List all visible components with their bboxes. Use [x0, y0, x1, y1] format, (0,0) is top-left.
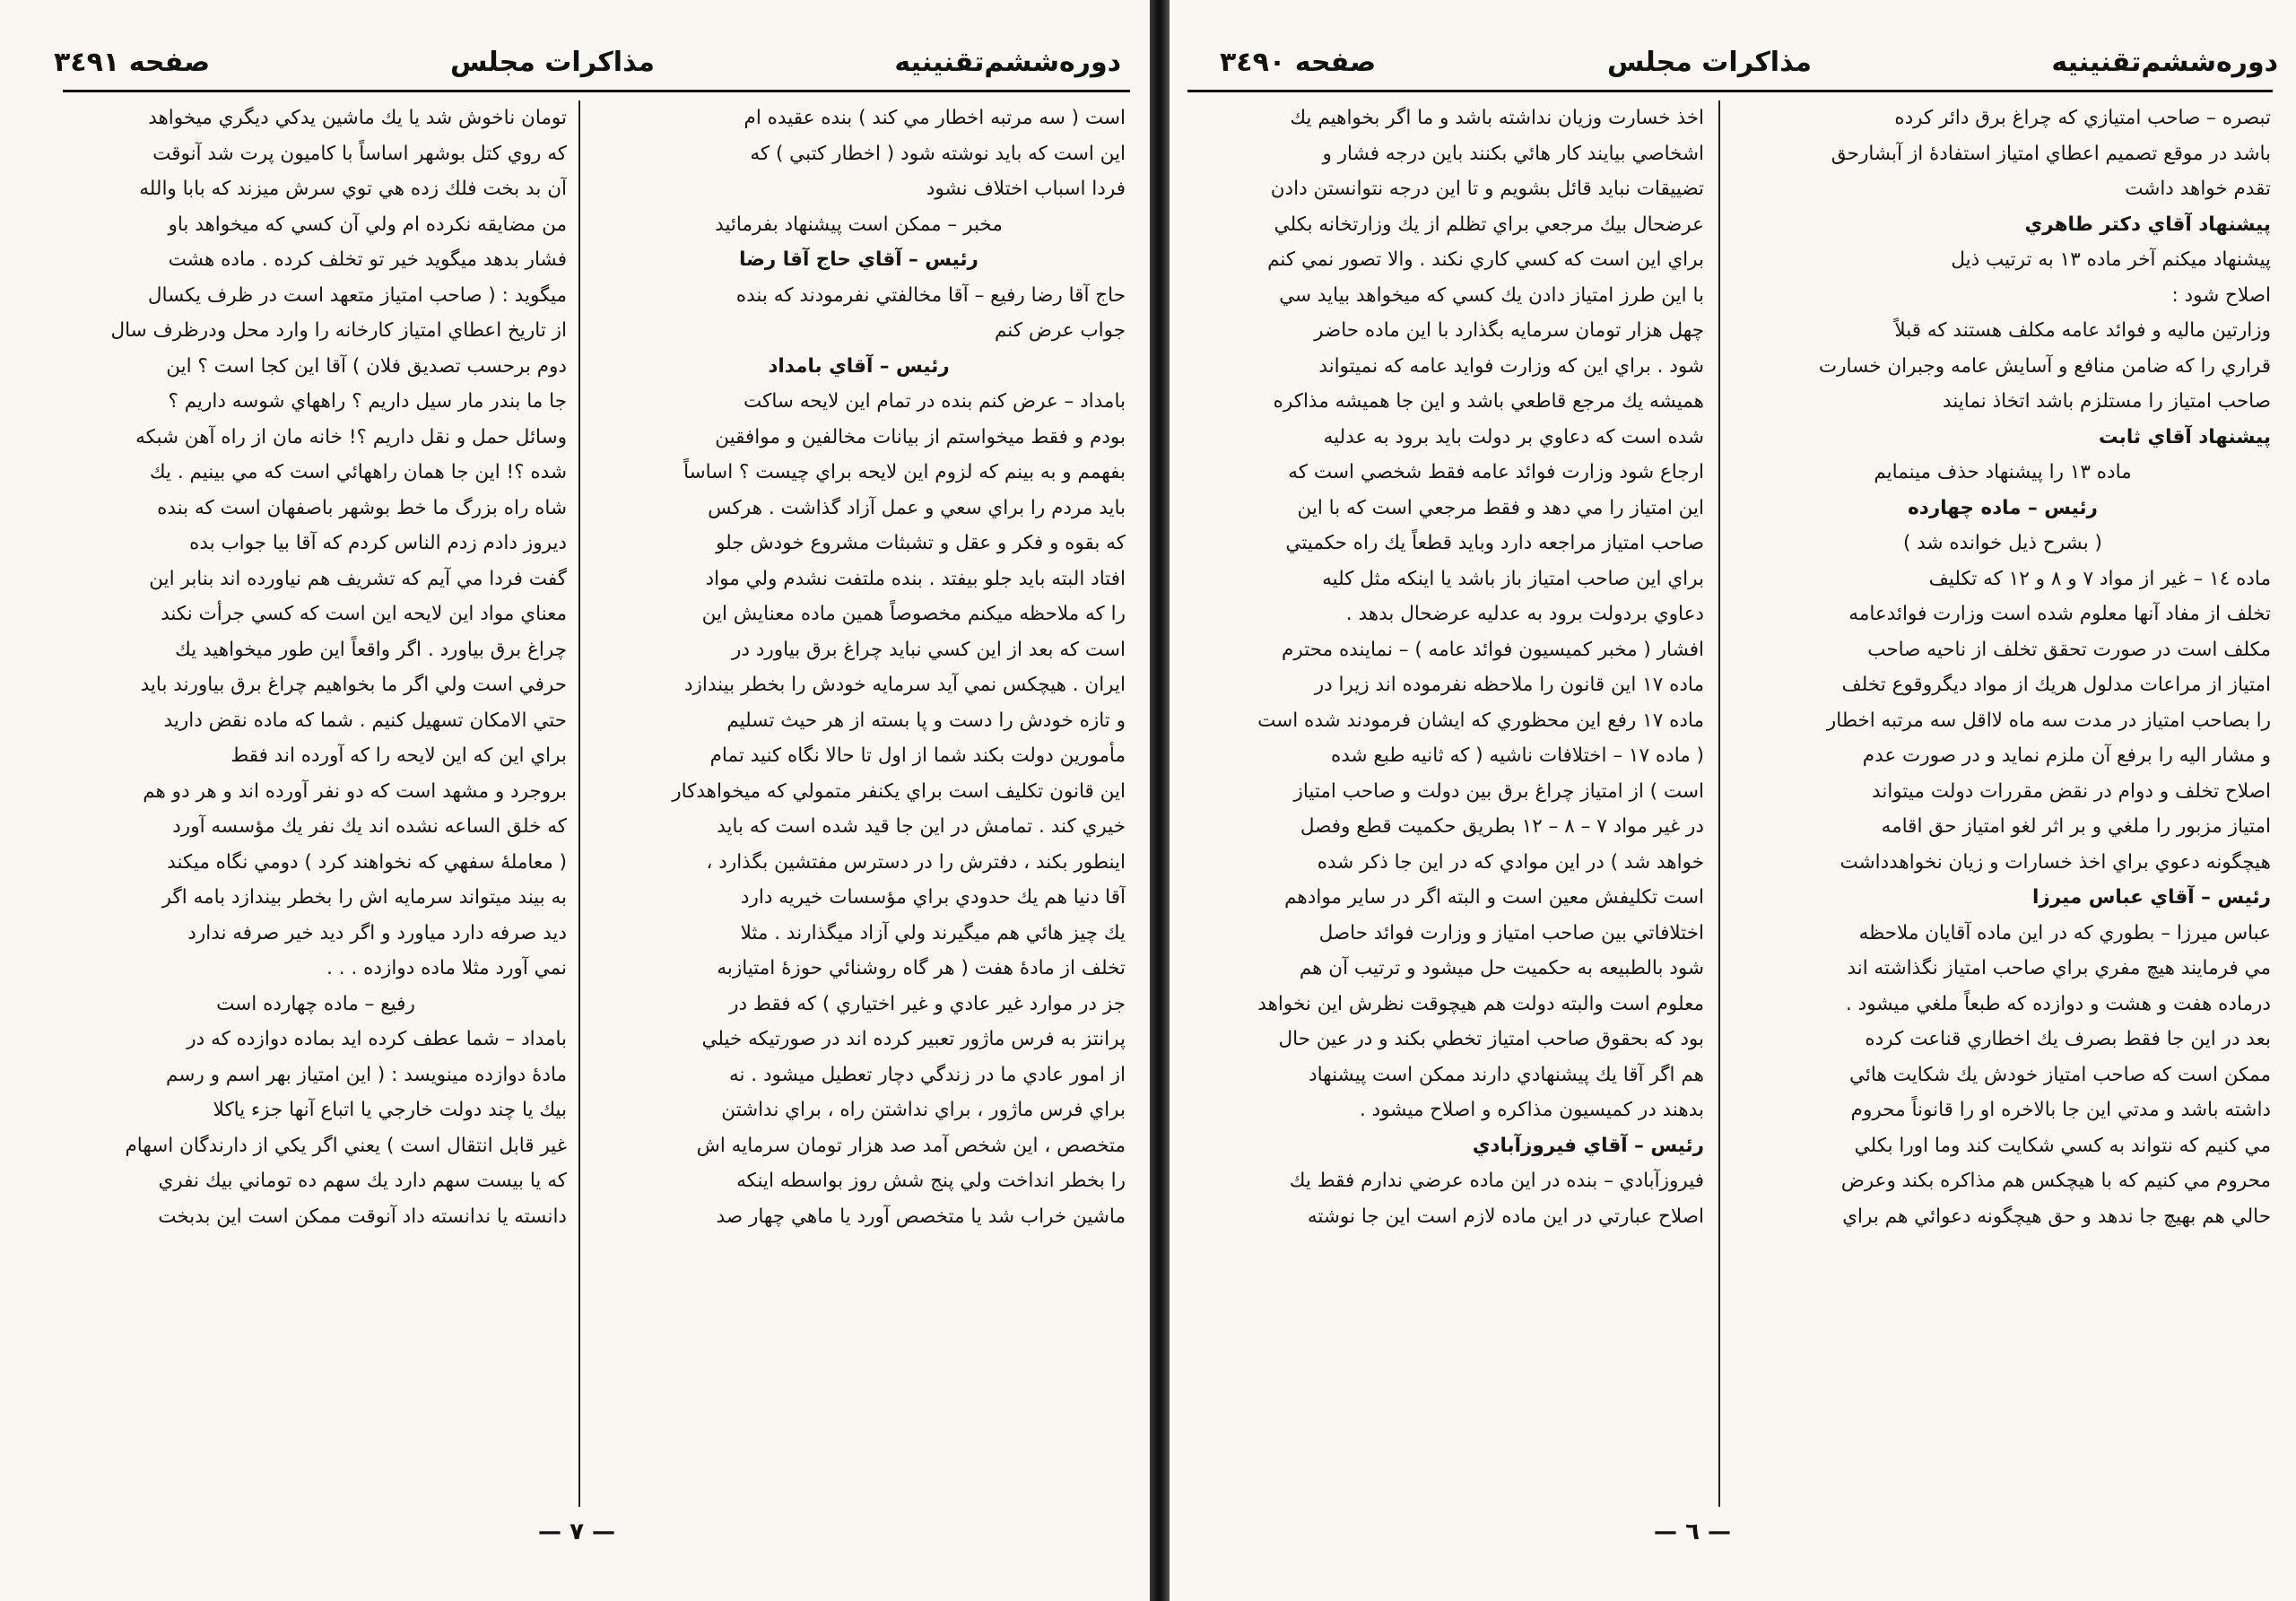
text-line: تومان ناخوش شد يا يك ماشين يدكي ديگري ميخواهد [148, 107, 567, 129]
text-line: حالي هم بهيچ جا ندهد و حق هيچگونه دعوائي هم براي [1842, 1205, 2271, 1228]
text-line: متخصص ، اين شخص آمد صد هزار تومان سرمايه اش [696, 1134, 1126, 1157]
text-line: تضييقات نبايد قائل بشويم و تا اين درجه نتوانستن دادن [1270, 178, 1704, 200]
text-line: اين قانون تكليف است براي يكنفر متمولي كه ميخواهدكار [672, 779, 1126, 803]
text-line: ديد صرفه دارد مياورد و اگر ديد خير صرفه ندارد [187, 921, 567, 944]
text-line: فردا اسباب اختلاف نشود [926, 178, 1126, 200]
text-line: معناي مواد اين لايحه اين است كه كسي جرأت نكند [161, 603, 567, 625]
text-line: بيك يا چند دولت خارجي يا اتباع آنها جزء ياكلا [213, 1099, 567, 1121]
text-line: اين امتياز را مي دهد و فقط مرجعي است كه با اين [1297, 496, 1704, 519]
text-line: براي اين است كه كسي كاري نكند . والا تصور نمي كنم [1267, 248, 1704, 271]
text-line: تبصره – صاحب امتيازي كه چراغ برق دائر كرده [1894, 107, 2271, 129]
text-line: آقا دنيا هم يك حدودي براي مؤسسات خيريه دارد [740, 886, 1126, 909]
text-line: براي اين كه اين لايحه را كه آورده اند فقط [230, 744, 567, 767]
text-line: هيچگونه دعوي براي اخذ خسارات و زيان نخواهدداشت [1839, 850, 2271, 874]
page-number: صفحه ٣٤٩٠ [1220, 47, 1377, 78]
text-line: درماده هفت و هشت و دوازده كه طبعاً ملغي ميشود . [1846, 992, 2271, 1015]
text-line: پيشنهاد آقاي ثابت [2099, 425, 2271, 448]
text-line: رئيس – آقاي عباس ميرزا [2032, 886, 2271, 909]
text-line: ( ماده ١٧ – اختلافات ناشيه ( كه ثانيه طبع شده [1330, 744, 1704, 767]
text-line: اصلاح شود : [2171, 283, 2271, 307]
text-line: اصلاح عبارتي در اين ماده لازم است اين جا نوشته [1307, 1205, 1704, 1228]
text-line: مي فرمايند هيچ مفري براي صاحب امتياز نگذاشته اند [1847, 957, 2271, 979]
text-line: اصلاح تخلف و دوام در نقض مقررات دولت ميتواند [1872, 779, 2271, 803]
text-line: بود كه بحقوق صاحب امتياز تخطي بكند و در عين حال [1278, 1028, 1704, 1050]
text-line: جز در موارد غير عادي و غير اختياري ) كه فقط در [729, 992, 1126, 1015]
text-line: ماشين خراب شد يا متخصص آورد يا ماهي چهار صد [716, 1205, 1126, 1228]
text-line: است تكليفش معين است و البته اگر در ساير موادهم [1284, 886, 1704, 909]
text-line: فيروزآبادي – بنده در اين ماده عرضي ندارم فقط يك [1289, 1170, 1704, 1192]
text-line: مكلف است در صورت تحقق تخلف از ناحيه صاحب [1867, 638, 2271, 661]
text-line: بدهند در كميسيون مذاكره و اصلاح ميشود . [1359, 1099, 1704, 1121]
session-label: دوره‌ششم‌تقنينيه [894, 47, 1121, 78]
text-line: را بصاحب امتياز در مدت سه ماه لااقل سه مرتبه اخطار [1826, 709, 2271, 732]
text-line: با اين طرز امتياز دادن يك كسي كه ميخواهد بيايد سي [1279, 283, 1704, 307]
text-line: كه يا بيست سهم دارد يك سهم ده توماني بيك نفري [158, 1170, 567, 1192]
right-page-column-right [1735, 100, 2271, 1509]
text-line: چراغ برق بياورد . اگر واقعاً اين طور ميخواهيد يك [175, 638, 567, 661]
text-line: افتاد البته بايد جلو بيفتد . بنده ملتفت نشدم ولي مواد [705, 567, 1126, 590]
text-line: تخلف از مادهٔ هفت ( هر گاه روشنائي حوزهٔ امتيازبه [717, 957, 1126, 979]
text-line: باشد در موقع تصميم اعطاي امتياز استفادهٔ از آبشارحق [1831, 142, 2271, 165]
text-line: محروم مي كنيم كه با هيچكس هم مذاكره بكند وعرض [1840, 1170, 2271, 1192]
text-line: بامداد – عرض كنم بنده در تمام اين لايحه ساكت [743, 390, 1126, 413]
text-line: هميشه يك مرجع قاطعي باشد و اين جا هميشه مذاكره [1273, 390, 1704, 413]
text-line: در غير مواد ٧ – ٨ – ١٢ بطريق حكميت قطع وفصل [1300, 815, 1704, 838]
text-line: خيري كند . تمامش در اين جا قيد شده است كه بايد [717, 815, 1126, 838]
text-line: شاه راه بزرگ ما خط بوشهر باصفهان است كه بنده [157, 496, 567, 519]
text-line: ارجاع شود وزارت فوائد عامه فقط شخصي است كه [1288, 461, 1704, 483]
publication-title: مذاكرات مجلس [1606, 47, 1812, 78]
text-line: صاحب امتياز را مستلزم باشد اتخاذ نمايند [1943, 390, 2271, 413]
text-line: افشار ( مخبر كميسيون فوائد عامه ) – نماينده محترم [1282, 638, 1704, 661]
text-line: نمي آورد مثلا ماده دوازده . . . [326, 957, 567, 979]
text-line: اينطور بكند ، دفترش را در دسترس مفتشين بگذارد ، [706, 850, 1126, 874]
text-line: بايد مردم را براي سعي و عمل آزاد گذاشت . هركس [708, 496, 1126, 519]
text-line: از امور عادي ما در زندگي دچار تعطيل ميشود . نه [728, 1063, 1126, 1086]
column-divider [578, 100, 580, 1507]
text-line: را بخطر انداخت ولي پنج شش روز بواسطه اينكه [736, 1170, 1126, 1192]
left-page-header [36, 39, 1121, 90]
text-line: ديروز دادم زدم الناس كردم كه آقا بيا جواب بده [189, 532, 567, 554]
text-line: شود . براي اين كه وزارت فوايد عامه كه نميتواند [1318, 354, 1704, 378]
text-line: شده است كه دعاوي بر دولت بايد برود به عدليه [1323, 425, 1704, 448]
text-line: است ) از امتياز چراغ برق بين دولت و صاحب امتياز [1293, 779, 1704, 803]
text-line: از تاريخ اعطاي امتياز كارخانه را وارد محل ودرظرف سال [110, 319, 567, 342]
text-line: قراري را كه ضامن منافع و آسايش عامه وجبران خسارت [1818, 354, 2271, 378]
text-line: رئيس – آقاي فيروزآبادي [1472, 1134, 1704, 1157]
text-line: امتياز از مراعات مدلول هريك از مواد ديگروقوع تخلف [1841, 674, 2271, 696]
folio: — ٦ — [1654, 1518, 1731, 1545]
text-line: رفيع – ماده چهارده است [216, 992, 415, 1015]
book-gutter [1150, 0, 1170, 1601]
text-line: ماده ١٣ را پيشنهاد حذف مينمايم [1874, 461, 2132, 483]
text-line: اين است كه بايد نوشته شود ( اخطار كتبي ) كه [750, 142, 1126, 165]
text-line: را كه ملاحظه ميكنم مخصوصاً همين ماده معنايش اين [701, 603, 1126, 625]
right-page [1170, 0, 2296, 1601]
text-line: اخذ خسارت وزيان نداشته باشد و ما اگر بخواهيم يك [1290, 107, 1704, 129]
text-line: دانسته يا ندانسته داد آنوقت ممكن است اين بدبخت [158, 1205, 567, 1228]
text-line: هم اگر آقا يك پيشنهادي دارند ممكن است پيشنهاد [1309, 1063, 1704, 1086]
folio: — ٧ — [538, 1518, 615, 1545]
page-number: صفحه ٣٤٩١ [54, 47, 211, 78]
text-line: شده ؟! اين جا همان راههائي است كه مي بينيم . يك [149, 461, 567, 483]
text-line: اشخاصي بيايند كار هائي بكنند باين درجه فشار و [1322, 142, 1704, 165]
text-line: امتياز مزبور را ملغي و بر اثر لغو امتياز حق اقامه [1881, 815, 2271, 838]
text-line: است كه بعد از اين كسي نبايد چراغ برق بياورد در [732, 638, 1126, 661]
text-line: ممكن است كه صاحب امتياز خودش يك شكايت هائي [1849, 1063, 2271, 1086]
text-line: وسائل حمل و نقل داريم ؟! خانه مان از راه آهن شبكه [135, 425, 567, 448]
text-line: اختلافاتي بين صاحب امتياز و وزارت فوائد حاصل [1318, 921, 1704, 944]
text-line: دوم برحسب تصديق فلان ) آقا اين كجا است ؟ اين [166, 354, 567, 378]
right-page-column-left [1189, 100, 1704, 1509]
text-line: داشته باشد و مدتي اين جا بالاخره او را قانوناً محروم [1850, 1099, 2271, 1121]
text-line: رئيس – ماده چهارده [1908, 496, 2098, 519]
text-line: غير قابل انتقال است ) يعني اگر يكي از دارندگان اسهام [125, 1134, 567, 1157]
text-line: جا ما بندر مار سيل داريم ؟ راههاي شوسه داريم ؟ [168, 390, 567, 413]
text-line: حاج آقا رضا رفيع – آقا مخالفتي نفرمودند كه بنده [735, 283, 1126, 307]
text-line: تقدم خواهد داشت [2125, 178, 2271, 200]
text-line: حرفي است ولي اگر ما بخواهيم چراغ برق بياورند بايد [140, 674, 567, 696]
text-line: ماده ١٤ – غير از مواد ٧ و ٨ و ١٢ كه تكليف [1928, 567, 2271, 590]
text-line: فشار بدهد ميگويد خير تو تخلف كرده . ماده هشت [168, 248, 567, 271]
text-line: جواب عرض كنم [995, 319, 1126, 342]
text-line: است ( سه مرتبه اخطار مي كند ) بنده عقيده ام [744, 107, 1126, 129]
text-line: بودم و فقط ميخواستم از بيانات مخالفين و موافقين [715, 425, 1126, 448]
session-label: دوره‌ششم‌تقنينيه [2051, 47, 2278, 78]
text-line: پرانتز به فرس ماژور تعبير كرده اند در صورتيكه خيلي [701, 1028, 1126, 1050]
text-line: رئيس – آقاي حاج آقا رضا [739, 248, 978, 271]
text-line: و مشار اليه را برفع آن ملزم نمايد و در صورت عدم [1862, 744, 2271, 767]
text-line: چهل هزار تومان سرمايه بگذارد با اين ماده حاضر [1314, 319, 1704, 342]
text-line: براي اين صاحب امتياز باز باشد يا اينكه مثل كليه [1322, 567, 1704, 590]
column-divider [1718, 100, 1720, 1507]
text-line: خواهد شد ) در اين موادي كه در اين جا ذكر شده [1317, 850, 1704, 874]
text-line: شود بالطبيعه به حكميت حل ميشود و ترتيب آن هم [1299, 957, 1704, 979]
text-line: و تازه خودش را دست و پا بسته از هر حيث تسليم [726, 709, 1126, 732]
left-page-column-right [592, 100, 1126, 1509]
text-line: كه خلق الساعه نشده اند يك نفر يك مؤسسه آورد [172, 815, 567, 838]
text-line: مي كنيم كه نتواند به كسي شكايت كند وما اورا بكلي [1854, 1134, 2271, 1157]
text-line: پيشنهاد ميكنم آخر ماده ١٣ به ترتيب ذيل [1951, 248, 2271, 271]
text-line: پيشنهاد آقاي دكتر طاهري [2024, 213, 2271, 236]
text-line: من مضايقه نكرده ام ولي آن كسي كه ميخواهد باو [168, 213, 567, 236]
text-line: مادهٔ دوازده مينويسد : ( اين امتياز بهر اسم و رسم [166, 1063, 567, 1086]
text-line: ( معاملهٔ سفهي كه نخواهند كرد ) دومي نگاه ميكند [167, 850, 567, 874]
text-line: بامداد – شما عطف كرده ايد بماده دوازده كه در [187, 1028, 567, 1050]
header-rule [63, 90, 1130, 92]
text-line: رئيس – آقاي بامداد [768, 354, 950, 378]
text-line: عرضحال بيك مرجعي براي تظلم از يك وزارتخانه بكلي [1274, 213, 1704, 236]
text-line: معلوم است والبته دولت هم هيچوقت نظرش اين نخواهد [1257, 992, 1704, 1015]
text-line: حتي الامكان تسهيل كنيم . شما كه ماده نقض داريد [163, 709, 567, 732]
text-line: گفت فردا مي آيم كه تشريف هم نياورده اند بنابر اين [149, 567, 567, 590]
text-line: براي فرس ماژور ، براي نداشتن راه ، براي نداشتن [721, 1099, 1126, 1121]
right-page-header [1193, 39, 2278, 90]
text-line: مخبر – ممكن است پيشنهاد بفرمائيد [715, 213, 1003, 236]
text-line: آن بد بخت فلك زده هي توي سرش ميزند كه بابا والله [139, 178, 567, 200]
text-line: ( بشرح ذيل خوانده شد ) [1903, 532, 2102, 554]
text-line: تخلف از مفاد آنها معلوم شده است وزارت فوائدعامه [1848, 603, 2271, 625]
left-page-column-left [65, 100, 567, 1509]
text-line: ماده ١٧ اين قانون را ملاحظه نفرموده اند زيرا در [1314, 674, 1704, 696]
text-line: كه بقوه و فكر و عقل و تشبثات مشروع خودش جلو [716, 532, 1126, 554]
text-line: صاحب امتياز مراجعه دارد وبايد قطعاً يك راه حكميتي [1285, 532, 1704, 554]
text-line: ميگويد : ( صاحب امتياز متعهد است در ظرف يكسال [147, 283, 567, 307]
text-line: بعد در اين جا فقط بصرف يك اخطاري قناعت كرده [1865, 1028, 2271, 1050]
text-line: بفهمم و به بينم كه لزوم اين لايحه براي چيست ؟ اساساً [683, 461, 1126, 483]
header-rule [1187, 90, 2273, 92]
text-line: به بيند ميتواند سرمايه اش را بخطر بيندازد بامه اگر [161, 886, 567, 909]
text-line: عباس ميرزا – بطوري كه در اين ماده آقايان ملاحظه [1858, 921, 2271, 944]
text-line: دعاوي بردولت برود به عدليه عرضحال بدهد . [1345, 603, 1704, 625]
text-line: كه روي كتل بوشهر اساساً با كاميون پرت شد آنوقت [152, 142, 567, 165]
text-line: ماده ١٧ رفع اين محظوري كه ايشان فرمودند شده است [1257, 709, 1704, 732]
text-line: ايران . هيچكس نمي آيد سرمايه خودش را بخطر بيندازد [683, 674, 1126, 696]
text-line: بروجرد و مشهد است كه دو نفر آورده اند و هر دو هم [143, 779, 567, 803]
text-line: مأمورين دولت بكند شما از اول تا حالا نگاه كنيد تمام [709, 744, 1126, 767]
publication-title: مذاكرات مجلس [449, 47, 655, 78]
text-line: وزارتين ماليه و فوائد عامه مكلف هستند كه قبلاً [1894, 319, 2271, 342]
text-line: يك چيز هائي هم ميگيرند ولي آزاد ميگذارند . مثلا [740, 921, 1126, 944]
